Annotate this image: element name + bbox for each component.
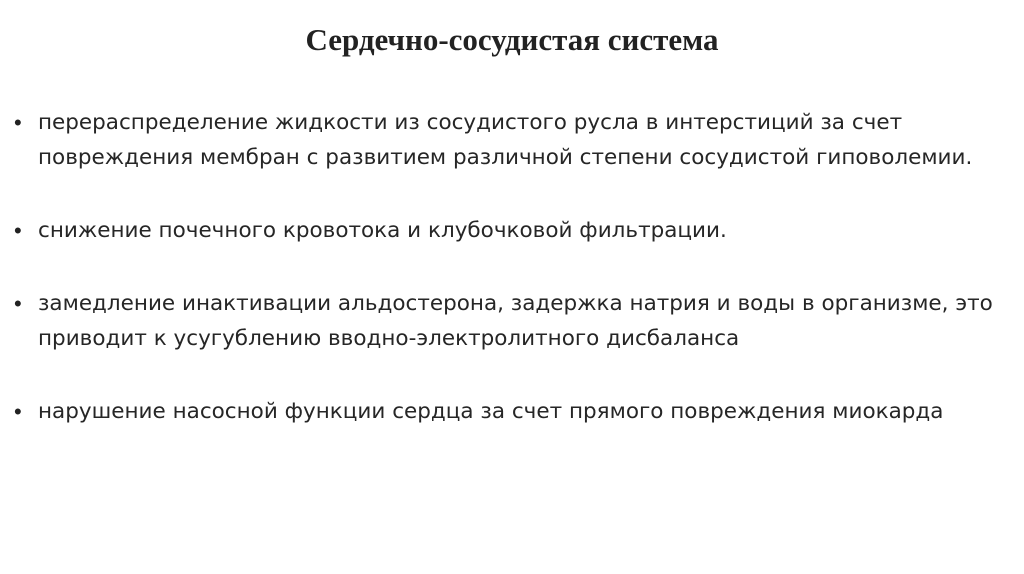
slide-title: Сердечно-сосудистая система <box>305 22 719 57</box>
bullet-marker: • <box>14 291 22 316</box>
bullet-item <box>14 394 1004 429</box>
bullet-item <box>14 286 1004 356</box>
bullet-marker: • <box>14 218 22 243</box>
bullet-marker: • <box>14 399 22 424</box>
bullet-text: замедление инактивации альдостерона, задержка натрия и воды в организме, это приводит к усугублению вводно-электролитного дисбаланса <box>38 291 993 351</box>
bullet-text: нарушение насосной функции сердца за счет прямого повреждения миокарда <box>38 399 944 424</box>
bullet-item <box>14 105 1004 175</box>
bullet-marker: • <box>14 110 22 135</box>
bullet-text: снижение почечного кровотока и клубочковой фильтрации. <box>38 218 727 243</box>
bullet-list <box>14 105 1004 467</box>
bullet-item <box>14 213 1004 248</box>
bullet-text: перераспределение жидкости из сосудистого русла в интерстиций за счет повреждения мембран с развитием различной степени сосудистой гиповолемии. <box>38 110 973 170</box>
